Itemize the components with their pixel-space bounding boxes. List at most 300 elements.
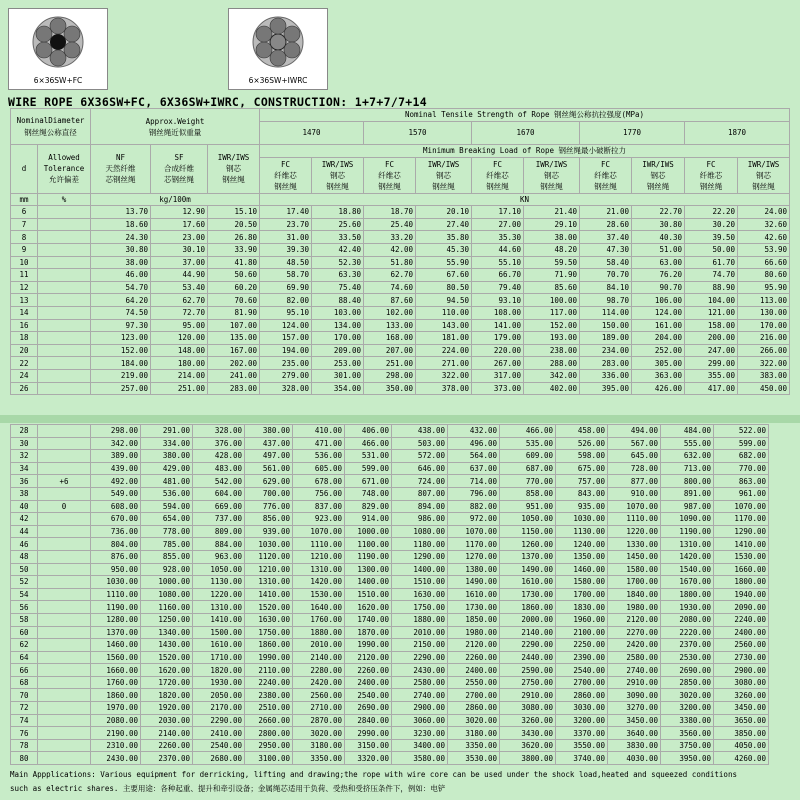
value-cell: 1400.00 (392, 563, 448, 576)
value-cell: 94.50 (416, 294, 472, 307)
table-row (11, 676, 769, 689)
value-cell: 150.00 (580, 319, 632, 332)
diameter-cell: 70 (11, 689, 38, 702)
value-cell: 1710.00 (193, 651, 245, 664)
value-cell: 100.00 (524, 294, 580, 307)
value-cell: 809.00 (193, 525, 245, 538)
value-cell: 2690.00 (661, 664, 714, 677)
value-cell: 2580.00 (608, 651, 661, 664)
value-cell: 2860.00 (556, 689, 608, 702)
value-cell: 2120.00 (345, 651, 392, 664)
diameter-cell: 30 (11, 437, 38, 450)
value-cell: 44.90 (151, 269, 208, 282)
value-cell: 107.00 (208, 319, 260, 332)
value-cell: 3260.00 (714, 689, 769, 702)
table-row (11, 425, 769, 438)
value-cell: 863.00 (714, 475, 769, 488)
value-cell: 522.00 (714, 425, 769, 438)
value-cell: 247.00 (685, 344, 738, 357)
value-cell: 675.00 (556, 462, 608, 475)
value-cell: 2420.00 (293, 676, 345, 689)
tolerance-cell (38, 550, 91, 563)
value-cell: 39.30 (260, 243, 312, 256)
value-cell: 2990.00 (345, 727, 392, 740)
value-cell: 3450.00 (608, 714, 661, 727)
value-cell: 87.60 (364, 294, 416, 307)
value-cell: 283.00 (208, 382, 260, 395)
table-row (11, 714, 769, 727)
value-cell: 2850.00 (661, 676, 714, 689)
value-cell: 383.00 (738, 369, 790, 382)
table-row (11, 563, 769, 576)
value-cell: 1920.00 (141, 702, 193, 715)
tolerance-cell (38, 425, 91, 438)
value-cell: 108.00 (472, 306, 524, 319)
value-cell: 2420.00 (608, 639, 661, 652)
value-cell: 950.00 (91, 563, 141, 576)
value-cell: 28.60 (580, 218, 632, 231)
value-cell: 42.40 (312, 243, 364, 256)
value-cell: 20.10 (416, 206, 472, 219)
value-cell: 599.00 (714, 437, 769, 450)
fc-header: FC 纤维芯 钢丝绳 (685, 157, 738, 193)
value-cell: 1170.00 (448, 538, 500, 551)
value-cell: 1070.00 (293, 525, 345, 538)
value-cell: 354.00 (312, 382, 364, 395)
value-cell: 843.00 (556, 487, 608, 500)
value-cell: 951.00 (500, 500, 556, 513)
value-cell: 2750.00 (500, 676, 556, 689)
tolerance-cell (38, 487, 91, 500)
value-cell: 494.00 (608, 425, 661, 438)
value-cell: 1220.00 (608, 525, 661, 538)
value-cell: 1240.00 (556, 538, 608, 551)
value-cell: 629.00 (245, 475, 293, 488)
value-cell: 1960.00 (556, 613, 608, 626)
value-cell: 2540.00 (193, 739, 245, 752)
value-cell: 2590.00 (500, 664, 556, 677)
value-cell: 114.00 (580, 306, 632, 319)
value-cell: 373.00 (472, 382, 524, 395)
footer-line-1: Main Appplications: Various equipment for derricking, lifting and drawing;the rope with wire core can be used under the shock load,heated and squeezed conditions (10, 770, 737, 779)
tolerance-cell (38, 269, 91, 282)
value-cell: 1290.00 (392, 550, 448, 563)
table-row (11, 243, 790, 256)
value-cell: 106.00 (632, 294, 685, 307)
value-cell: 33.20 (364, 231, 416, 244)
value-cell: 458.00 (556, 425, 608, 438)
value-cell: 22.20 (685, 206, 738, 219)
value-cell: 30.10 (151, 243, 208, 256)
value-cell: 1660.00 (91, 664, 141, 677)
value-cell: 856.00 (245, 513, 293, 526)
value-cell: 450.00 (738, 382, 790, 395)
value-cell: 3800.00 (500, 752, 556, 765)
diameter-cell: 66 (11, 664, 38, 677)
value-cell: 3450.00 (714, 702, 769, 715)
diameter-cell: 32 (11, 450, 38, 463)
value-cell: 1370.00 (91, 626, 141, 639)
value-cell: 1100.00 (345, 538, 392, 551)
value-cell: 328.00 (260, 382, 312, 395)
value-cell: 877.00 (608, 475, 661, 488)
value-cell: 914.00 (345, 513, 392, 526)
value-cell: 2660.00 (245, 714, 293, 727)
value-cell: 2370.00 (661, 639, 714, 652)
value-cell: 1750.00 (245, 626, 293, 639)
value-cell: 1820.00 (141, 689, 193, 702)
value-cell: 291.00 (141, 425, 193, 438)
value-cell: 736.00 (91, 525, 141, 538)
value-cell: 2290.00 (392, 651, 448, 664)
table-row (11, 450, 769, 463)
value-cell: 1250.00 (141, 613, 193, 626)
rope-image-fc (8, 8, 108, 90)
tolerance-cell (38, 306, 91, 319)
value-cell: 55.90 (416, 256, 472, 269)
value-cell: 3080.00 (714, 676, 769, 689)
iwr-header: IWR/IWS 钢芯 钢丝绳 (416, 157, 472, 193)
value-cell: 923.00 (293, 513, 345, 526)
value-cell: 2400.00 (448, 664, 500, 677)
value-cell: 253.00 (312, 357, 364, 370)
value-cell: 33.50 (312, 231, 364, 244)
value-cell: 1410.00 (245, 588, 293, 601)
value-cell: 279.00 (260, 369, 312, 382)
value-cell: 1120.00 (245, 550, 293, 563)
diameter-cell: 78 (11, 739, 38, 752)
value-cell: 876.00 (91, 550, 141, 563)
value-cell: 224.00 (416, 344, 472, 357)
value-cell: 2680.00 (193, 752, 245, 765)
value-cell: 238.00 (524, 344, 580, 357)
fc-header: FC 纤维芯 钢丝绳 (260, 157, 312, 193)
value-cell: 336.00 (580, 369, 632, 382)
tolerance-cell: +6 (38, 475, 91, 488)
value-cell: 1310.00 (661, 538, 714, 551)
table-row (11, 576, 769, 589)
table-row (11, 294, 790, 307)
table-row (11, 626, 769, 639)
breaking-load-header: Minimum Breaking Load of Rope 钢丝绳最小破断拉力 (260, 145, 790, 158)
value-cell: 141.00 (472, 319, 524, 332)
value-cell: 1260.00 (500, 538, 556, 551)
value-cell: 429.00 (141, 462, 193, 475)
diameter-cell: 10 (11, 256, 38, 269)
fc-header: FC 纤维芯 钢丝绳 (580, 157, 632, 193)
value-cell: 29.10 (524, 218, 580, 231)
value-cell: 42.60 (738, 231, 790, 244)
value-cell: 1000.00 (345, 525, 392, 538)
grade-1570: 1570 (364, 121, 472, 144)
tolerance-cell (38, 613, 91, 626)
value-cell: 426.00 (632, 382, 685, 395)
table-row (11, 500, 769, 513)
value-cell: 2190.00 (91, 727, 141, 740)
value-cell: 1880.00 (293, 626, 345, 639)
value-cell: 1990.00 (345, 639, 392, 652)
value-cell: 64.20 (91, 294, 151, 307)
value-cell: 120.00 (151, 332, 208, 345)
value-cell: 168.00 (364, 332, 416, 345)
value-cell: 52.30 (312, 256, 364, 269)
value-cell: 59.50 (524, 256, 580, 269)
tolerance-cell (38, 206, 91, 219)
value-cell: 181.00 (416, 332, 472, 345)
value-cell: 42.00 (364, 243, 416, 256)
value-cell: 123.00 (91, 332, 151, 345)
value-cell: 3530.00 (448, 752, 500, 765)
footer-note (10, 768, 790, 796)
value-cell: 74.50 (91, 306, 151, 319)
value-cell: 466.00 (345, 437, 392, 450)
table-row (11, 306, 790, 319)
value-cell: 58.70 (260, 269, 312, 282)
value-cell: 1070.00 (714, 500, 769, 513)
value-cell: 599.00 (345, 462, 392, 475)
value-cell: 526.00 (556, 437, 608, 450)
value-cell: 257.00 (91, 382, 151, 395)
value-cell: 189.00 (580, 332, 632, 345)
tolerance-cell (38, 462, 91, 475)
value-cell: 219.00 (91, 369, 151, 382)
value-cell: 2110.00 (245, 664, 293, 677)
value-cell: 1760.00 (91, 676, 141, 689)
tolerance-cell: 0 (38, 500, 91, 513)
value-cell: 1530.00 (293, 588, 345, 601)
tolerance-cell (38, 294, 91, 307)
value-cell: 180.00 (151, 357, 208, 370)
table-row (11, 437, 769, 450)
value-cell: 972.00 (448, 513, 500, 526)
value-cell: 27.00 (472, 218, 524, 231)
table-row (11, 218, 790, 231)
value-cell: 1410.00 (193, 613, 245, 626)
tolerance-cell (38, 243, 91, 256)
value-cell: 251.00 (364, 357, 416, 370)
value-cell: 1340.00 (141, 626, 193, 639)
value-cell: 1750.00 (392, 601, 448, 614)
value-cell: 53.90 (738, 243, 790, 256)
table-row (11, 550, 769, 563)
value-cell: 378.00 (416, 382, 472, 395)
value-cell: 3020.00 (448, 714, 500, 727)
value-cell: 47.30 (580, 243, 632, 256)
diameter-cell: 26 (11, 382, 38, 395)
table-row (11, 256, 790, 269)
value-cell: 2260.00 (141, 739, 193, 752)
value-cell: 1930.00 (193, 676, 245, 689)
tolerance-cell (38, 626, 91, 639)
diameter-cell: 13 (11, 294, 38, 307)
value-cell: 170.00 (312, 332, 364, 345)
value-cell: 2220.00 (661, 626, 714, 639)
value-cell: 301.00 (312, 369, 364, 382)
diameter-cell: 46 (11, 538, 38, 551)
value-cell: 724.00 (392, 475, 448, 488)
value-cell: 748.00 (345, 487, 392, 500)
value-cell: 27.40 (416, 218, 472, 231)
value-cell: 158.00 (685, 319, 738, 332)
value-cell: 148.00 (151, 344, 208, 357)
value-cell: 152.00 (91, 344, 151, 357)
diameter-cell: 64 (11, 651, 38, 664)
value-cell: 402.00 (524, 382, 580, 395)
value-cell: 1860.00 (91, 689, 141, 702)
value-cell: 194.00 (260, 344, 312, 357)
value-cell: 1160.00 (141, 601, 193, 614)
value-cell: 85.60 (524, 281, 580, 294)
value-cell: 2150.00 (392, 639, 448, 652)
value-cell: 3650.00 (714, 714, 769, 727)
value-cell: 598.00 (556, 450, 608, 463)
value-cell: 536.00 (141, 487, 193, 500)
value-cell: 3620.00 (500, 739, 556, 752)
value-cell: 1380.00 (448, 563, 500, 576)
value-cell: 46.00 (91, 269, 151, 282)
value-cell: 395.00 (580, 382, 632, 395)
table-row (11, 601, 769, 614)
value-cell: 3080.00 (500, 702, 556, 715)
value-cell: 1450.00 (608, 550, 661, 563)
value-cell: 2080.00 (661, 613, 714, 626)
value-cell: 2430.00 (91, 752, 141, 765)
value-cell: 45.30 (416, 243, 472, 256)
value-cell: 3060.00 (392, 714, 448, 727)
value-cell: 807.00 (392, 487, 448, 500)
value-cell: 209.00 (312, 344, 364, 357)
value-cell: 1030.00 (91, 576, 141, 589)
value-cell: 3150.00 (345, 739, 392, 752)
value-cell: 51.00 (632, 243, 685, 256)
value-cell: 70.60 (208, 294, 260, 307)
image-caption-iwrc: 6×36SW+IWRC (248, 76, 308, 85)
value-cell: 1980.00 (608, 601, 661, 614)
value-cell: 687.00 (500, 462, 556, 475)
value-cell: 609.00 (500, 450, 556, 463)
value-cell: 1030.00 (245, 538, 293, 551)
tolerance-cell (38, 563, 91, 576)
tolerance-cell (38, 664, 91, 677)
value-cell: 90.70 (632, 281, 685, 294)
value-cell: 894.00 (392, 500, 448, 513)
tolerance-cell (38, 651, 91, 664)
value-cell: 184.00 (91, 357, 151, 370)
value-cell: 1850.00 (448, 613, 500, 626)
value-cell: 58.40 (580, 256, 632, 269)
value-cell: 671.00 (345, 475, 392, 488)
diameter-cell: 52 (11, 576, 38, 589)
value-cell: 298.00 (91, 425, 141, 438)
value-cell: 3560.00 (661, 727, 714, 740)
value-cell: 756.00 (293, 487, 345, 500)
diameter-cell: 48 (11, 550, 38, 563)
value-cell: 757.00 (556, 475, 608, 488)
value-cell: 389.00 (91, 450, 141, 463)
value-cell: 70.70 (580, 269, 632, 282)
table-row (11, 369, 790, 382)
value-cell: 161.00 (632, 319, 685, 332)
value-cell: 1510.00 (345, 588, 392, 601)
value-cell: 2900.00 (714, 664, 769, 677)
spec-table-top (10, 108, 790, 395)
value-cell: 95.10 (260, 306, 312, 319)
value-cell: 670.00 (91, 513, 141, 526)
value-cell: 50.60 (208, 269, 260, 282)
diameter-cell: 50 (11, 563, 38, 576)
value-cell: 700.00 (245, 487, 293, 500)
diameter-cell: 12 (11, 281, 38, 294)
value-cell: 204.00 (632, 332, 685, 345)
value-cell: 3750.00 (661, 739, 714, 752)
value-cell: 986.00 (392, 513, 448, 526)
diameter-cell: 60 (11, 626, 38, 639)
value-cell: 33.90 (208, 243, 260, 256)
value-cell: 1410.00 (714, 538, 769, 551)
tolerance-cell (38, 231, 91, 244)
tolerance-cell (38, 332, 91, 345)
tolerance-cell (38, 601, 91, 614)
diameter-cell: 6 (11, 206, 38, 219)
value-cell: 1610.00 (193, 639, 245, 652)
table-row (11, 475, 769, 488)
value-cell: 2270.00 (608, 626, 661, 639)
value-cell: 234.00 (580, 344, 632, 357)
value-cell: 22.70 (632, 206, 685, 219)
value-cell: 2440.00 (500, 651, 556, 664)
value-cell: 3400.00 (392, 739, 448, 752)
value-cell: 669.00 (193, 500, 245, 513)
value-cell: 4030.00 (608, 752, 661, 765)
value-cell: 796.00 (448, 487, 500, 500)
diameter-cell: 16 (11, 319, 38, 332)
value-cell: 48.20 (524, 243, 580, 256)
value-cell: 2690.00 (345, 702, 392, 715)
value-cell: 503.00 (392, 437, 448, 450)
diameter-cell: 38 (11, 487, 38, 500)
diameter-cell: 42 (11, 513, 38, 526)
image-caption-fc: 6×36SW+FC (33, 76, 83, 85)
value-cell: 98.70 (580, 294, 632, 307)
table-row (11, 382, 790, 395)
value-cell: 252.00 (632, 344, 685, 357)
fc-header: FC 纤维芯 钢丝绳 (364, 157, 416, 193)
value-cell: 466.00 (500, 425, 556, 438)
tolerance-cell (38, 727, 91, 740)
value-cell: 216.00 (738, 332, 790, 345)
value-cell: 322.00 (738, 357, 790, 370)
value-cell: 654.00 (141, 513, 193, 526)
value-cell: 53.40 (151, 281, 208, 294)
value-cell: 95.00 (151, 319, 208, 332)
value-cell: 2730.00 (714, 651, 769, 664)
tolerance-cell (38, 739, 91, 752)
value-cell: 785.00 (141, 538, 193, 551)
value-cell: 678.00 (293, 475, 345, 488)
value-cell: 987.00 (661, 500, 714, 513)
value-cell: 2290.00 (500, 639, 556, 652)
value-cell: 2510.00 (245, 702, 293, 715)
value-cell: 3260.00 (500, 714, 556, 727)
value-cell: 63.00 (632, 256, 685, 269)
value-cell: 376.00 (193, 437, 245, 450)
value-cell: 39.50 (685, 231, 738, 244)
value-cell: 113.00 (738, 294, 790, 307)
value-cell: 3950.00 (661, 752, 714, 765)
value-cell: 1090.00 (661, 513, 714, 526)
value-cell: 61.70 (685, 256, 738, 269)
value-cell: 637.00 (448, 462, 500, 475)
